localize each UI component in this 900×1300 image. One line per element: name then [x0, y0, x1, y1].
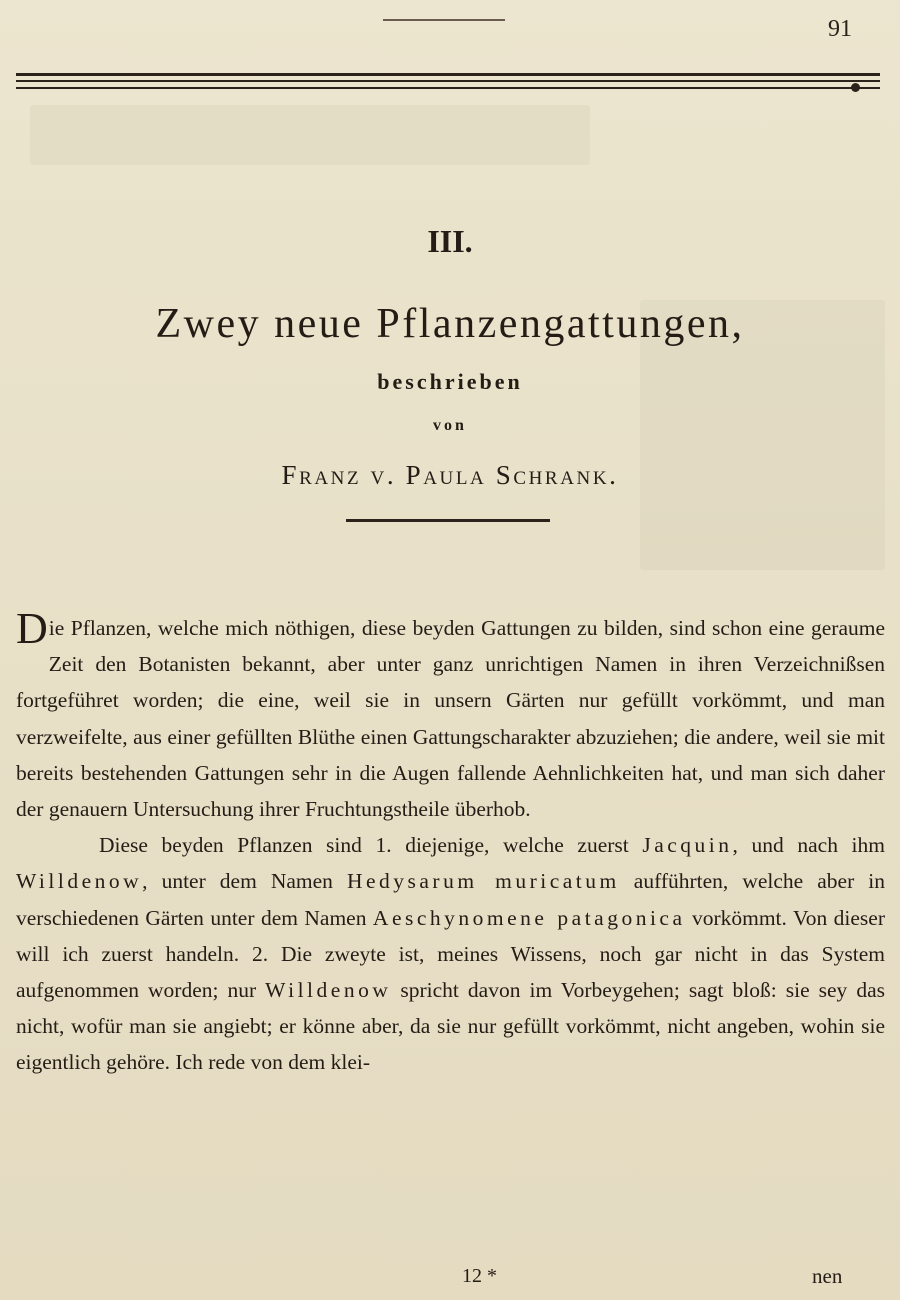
header-rule-middle	[16, 80, 880, 82]
paragraph-2-text: spricht davon im Vorbeygehen; sagt bloß: sie sey das nicht, wofür man sie angiebt; er könne aber, da sie nur gefüllt vorkömmt, nicht angeben, wohin sie eigentlich gehöre. Ich rede von dem klei-	[16, 978, 885, 1075]
header-rule-dot-ornament	[851, 83, 860, 92]
paragraph-2-text: Diese beyden Pflanzen sind 1. diejenige, welche zuerst	[99, 833, 643, 858]
printer-signature-mark: 12 *	[462, 1265, 497, 1287]
byline-by: von	[433, 417, 467, 434]
article-title: Zwey neue Pflanzengattungen,	[155, 301, 745, 347]
body-text	[16, 604, 885, 1081]
author-name: Franz v. Paula Schrank.	[281, 460, 619, 490]
header-rule-thin	[16, 87, 880, 89]
header-ornament-line	[383, 19, 505, 21]
catchword: nen	[812, 1264, 843, 1288]
paragraph-2-text: aufführten, welche aber in verschiedenen Gärten unter dem Namen	[16, 869, 885, 930]
person-name-willdenow: Willdenow	[265, 978, 392, 1003]
title-divider-rule	[346, 519, 550, 522]
paragraph-1-text: ie Pflanzen, welche mich nöthigen, diese beyden Gattungen zu bilden, sind schon eine geraume Zeit den Botanisten bekannt, aber unter ganz unrichtigen Namen in ihren Verzeichnißsen fortgeführet worden; die eine, weil sie in unsern Gärten nur gefüllt vorkömmt, und man verzweifelte, aus einer gefüllten Blüthe einen Gattungscharakter abzuziehen; die andere, weil sie mit bereits bestehenden Gattungen sehr in die Augen fallende Aehnlichkeiten hat, und man sich daher der genauern Untersuchung ihrer Fruchtungstheile überhob.	[16, 616, 885, 822]
initial-letter: D	[16, 604, 48, 653]
paragraph-2-text: , und nach ihm	[732, 833, 885, 858]
species-name-hedysarum: Hedysarum muricatum	[346, 869, 620, 894]
header-rule-thick	[16, 73, 880, 76]
paragraph-2	[16, 827, 885, 1080]
page-number: 91	[828, 16, 852, 42]
byline-described: beschrieben	[377, 369, 523, 394]
paragraph-2-text: , unter dem Namen	[142, 869, 347, 894]
paragraph-2-text: vorkömmt. Von dieser will ich zuerst handeln. 2. Die zweyte ist, meines Wissens, noch gar nicht in das System aufgenommen worden; nur	[16, 905, 885, 1003]
article-number: III.	[427, 223, 473, 259]
person-name-willdenow: Willdenow	[16, 869, 143, 894]
paragraph-1	[16, 604, 885, 827]
bleed-through-shadow	[30, 105, 590, 165]
person-name-jacquin: Jacquin	[642, 833, 733, 858]
species-name-aeschynomene: Aeschynomene patagonica	[372, 905, 686, 930]
